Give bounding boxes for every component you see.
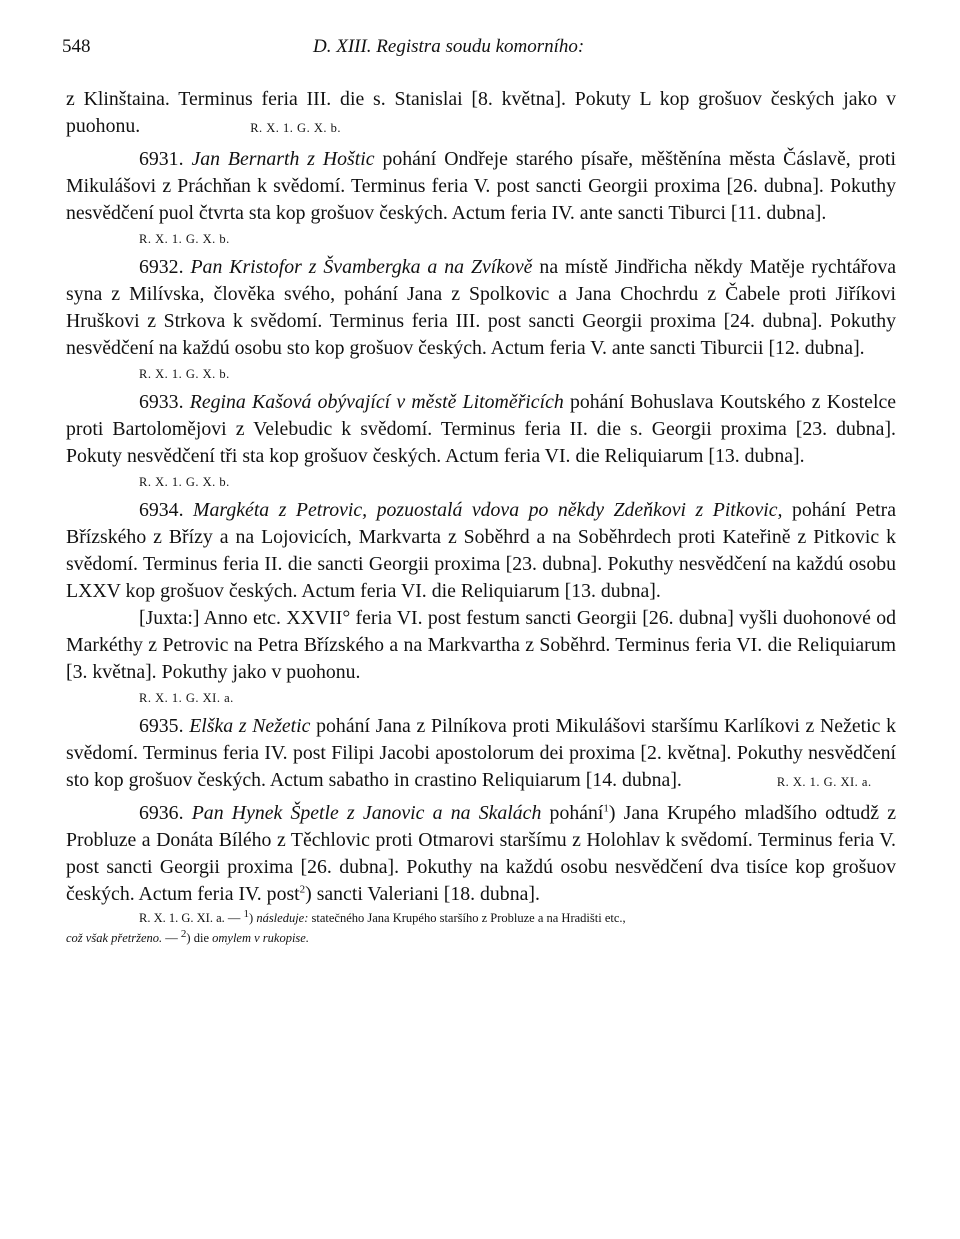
entry-text: 6932. Pan Kristofor z Švambergka a na Zvíkově na místě Jindřicha někdy Matěje rychtářova syna z Milívska, člověka svého, pohání Jana z Spolkovic a Jana Chochrdu z Čabele proti Jiříkovi Hruškovi z Strkova k svědomí. Terminus feria III. post sancti Georgii proxima [24. dubna]. Pokuthy nesvědčení na každú osobu sto kop grošuov českých. Actum feria V. ante sancti Tiburcii [12. dubna]. — [66, 256, 897, 359]
page-header — [62, 36, 896, 66]
footnote-ref: 2 — [299, 883, 306, 896]
archive-signature: R. X. 1. G. XI. a. — [776, 775, 872, 789]
entry-text: 6935. Elška z Nežetic pohání Jana z Pilníkova proti Mikulášovi staršímu Karlíkovi z Nežetic k svědomí. Terminus feria IV. post Filipi Jacobi apostolorum dei proxima [2. května]. Pokuthy nesvědčení sto kop grošuov českých. Actum sabatho in crastino Reliquiarum [14. dubna]. R. X. 1. G. XI. a. — [66, 715, 896, 791]
entry-party: Margkéta z Petrovic, pozuostalá vdova po někdy Zdeňkovi z Pitkovic, — [193, 499, 783, 521]
document-page — [62, 0, 897, 1239]
entry-text: 6934. Margkéta z Petrovic, pozuostalá vdova po někdy Zdeňkovi z Pitkovic, pohání Petra Břízského z Břízy a na Lojovicích, Markvarta z Soběhrd a na Soběhrdech proti Kateřině z Pitkovic k svědomí. Terminus feria II. die sancti Georgii proxima [23. dubna]. Pokuthy nesvědčení na každú osobu LXXV kop grošuov českých. Actum feria VI. die Reliquiarum [13. dubna]. — [66, 499, 896, 602]
entry-text: 6936. Pan Hynek Špetle z Janovic a na Skalách pohání$^1$) Jana Krupého mladšího odtudž z Probluze a Donáta Bílého z Těchlovic proti Otmarovi staršímu z Holohlav k svědomí. Terminus feria V. post sancti Georgii proxima [26. dubna]. Pokuthy na každú osobu nesvědčení dva tisíce kop grošuov českých. Actum feria IV. post$^2$) sancti Valeriani [18. dubna]. — [66, 802, 896, 905]
intro-paragraph — [66, 86, 896, 142]
entry-6936 — [66, 800, 896, 948]
entry-number: 6936. — [139, 802, 184, 824]
running-title: D. XIII. Registra soudu komorního: — [313, 36, 585, 57]
document-body — [66, 86, 896, 948]
entry-number: 6934. — [139, 499, 184, 521]
entry-number: 6933. — [139, 391, 184, 413]
entry-6935 — [66, 713, 896, 796]
entry-6931 — [66, 146, 896, 251]
page-number: 548 — [62, 36, 91, 57]
entry-party: Jan Bernarth z Hoštic — [191, 148, 375, 170]
entry-6934 — [66, 497, 896, 710]
entry-number: 6932. — [139, 256, 184, 278]
archive-signature: R. X. 1. G. X. b. — [139, 232, 230, 246]
entry-text: 6933. Regina Kašová obývající v městě Litoměřicích pohání Bohuslava Koutského z Kostelce proti Bartolomějovi z Velebudic k svědomí. Terminus feria II. die s. Georgii proxima [23. dubna]. Pokuty nesvědčení tři sta kop grošuov českých. Actum feria VI. die Reliquiarum [13. dubna]. — [66, 391, 897, 467]
entry-number: 6931. — [139, 148, 184, 170]
entry-text: 6931. Jan Bernarth z Hoštic pohání Ondřeje starého písaře, měštěnína města Čáslavě, proti Mikulášovi z Práchňan k svědomí. Terminus feria V. post sancti Georgii proxima [26. dubna]. Pokuthy nesvědčení puol čtvrta sta kop grošuov českých. Actum feria IV. ante sancti Tiburci [11. dubna]. — [66, 148, 896, 224]
entry-party: Pan Kristofor z Švambergka a na Zvíkově — [190, 256, 533, 278]
archive-signature: R. X. 1. G. XI. a. — [139, 911, 225, 925]
entry-party: Pan Hynek Špetle z Janovic a na Skalách — [191, 802, 542, 824]
archive-signature: R. X. 1. G. X. b. — [139, 367, 230, 381]
entry-6933 — [66, 389, 896, 494]
entry-continuation: [Juxta:] Anno etc. XXVII° feria VI. post festum sancti Georgii [26. dubna] vyšli duohonové od Markéthy z Petrovic na Petra Břízského a na Markvartha z Soběhrd. Terminus feria VI. die Reliquiarum [3. května]. Pokuthy jako v puohonu. — [66, 607, 896, 683]
entry-party: Elška z Nežetic — [189, 715, 311, 737]
archive-signature: R. X. 1. G. XI. a. — [139, 691, 234, 705]
footnote-block: což však přetrženo. — $^2$) die omylem v rukopise. — [66, 927, 309, 945]
entry-number: 6935. — [139, 715, 184, 737]
footnote-ref: 1 — [603, 802, 609, 815]
archive-signature: R. X. 1. G. X. b. — [250, 121, 341, 135]
entry-party: Regina Kašová obývající v městě Litoměřicích — [189, 391, 564, 413]
intro-text: z Klinštaina. Terminus feria III. die s. Stanislai [8. května]. Pokuty L kop grošuov českých jako v puohonu. R. X. 1. G. X. b. — [66, 88, 896, 137]
footnote-block: R. X. 1. G. XI. a. — $^1$) následuje: statečného Jana Krupého staršího z Probluze a na Hradišti etc., — [139, 907, 626, 925]
archive-signature: R. X. 1. G. X. b. — [139, 475, 230, 489]
entry-6932 — [66, 254, 896, 386]
